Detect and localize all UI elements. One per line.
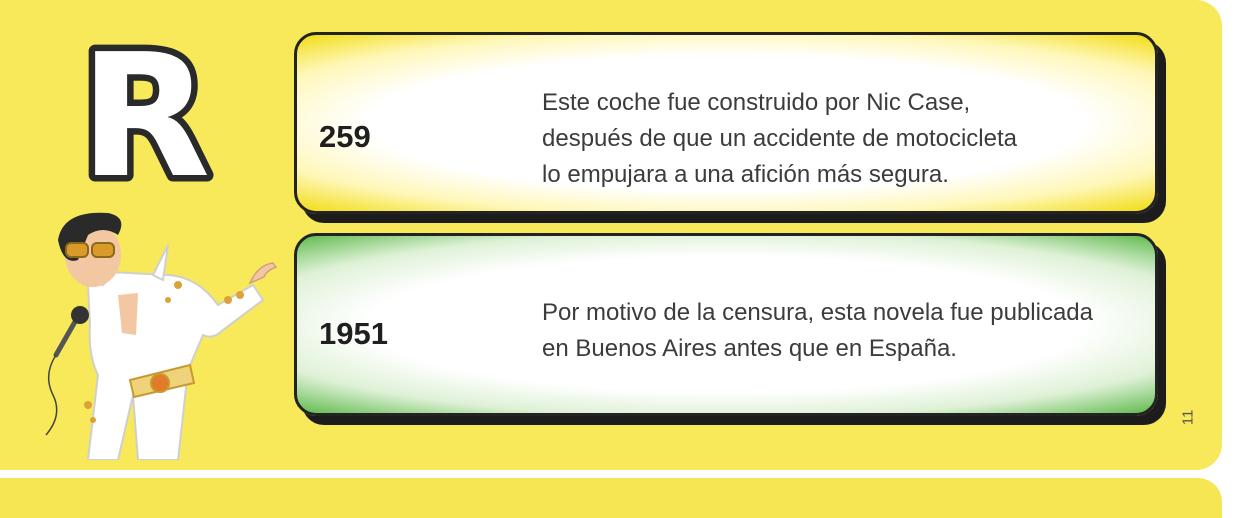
question-panel-2 (294, 233, 1158, 416)
clue-text (542, 85, 1017, 193)
clue-line: en Buenos Aires antes que en España. (542, 335, 957, 362)
decoration-dot (84, 401, 92, 409)
clue-line: Por motivo de la censura, esta novela fue publicada (542, 299, 1094, 326)
jumpsuit-shape (88, 273, 263, 461)
sunglasses-right (92, 243, 114, 257)
letter-graphic (70, 30, 220, 200)
year-label: 1951 (319, 316, 388, 351)
question-panel-1 (294, 32, 1158, 214)
belt-buckle (151, 374, 169, 392)
decoration-dot (90, 417, 96, 423)
decoration-dot (174, 281, 182, 289)
microphone-head-icon (71, 306, 89, 324)
hand-shape (250, 263, 276, 283)
year-label: 259 (319, 119, 371, 154)
clue-line: después de que un accidente de motocicleta (542, 125, 1017, 152)
page-number: 11 (1179, 409, 1197, 426)
sunglasses-left (66, 243, 88, 257)
category-letter (70, 30, 220, 200)
clue-line: Este coche fue construido por Nic Case, (542, 89, 971, 116)
letter-glyph: R (79, 30, 211, 200)
microphone-handle (56, 320, 76, 355)
clue-text (542, 295, 1093, 367)
clue-line: lo empujara a una afición más segura. (542, 161, 949, 188)
decoration-dot (165, 297, 171, 303)
microphone-cable (46, 355, 57, 435)
decoration-dot (236, 291, 244, 299)
singer-illustration-icon (18, 205, 288, 460)
next-card-edge (0, 478, 1222, 518)
decoration-dot (224, 296, 232, 304)
